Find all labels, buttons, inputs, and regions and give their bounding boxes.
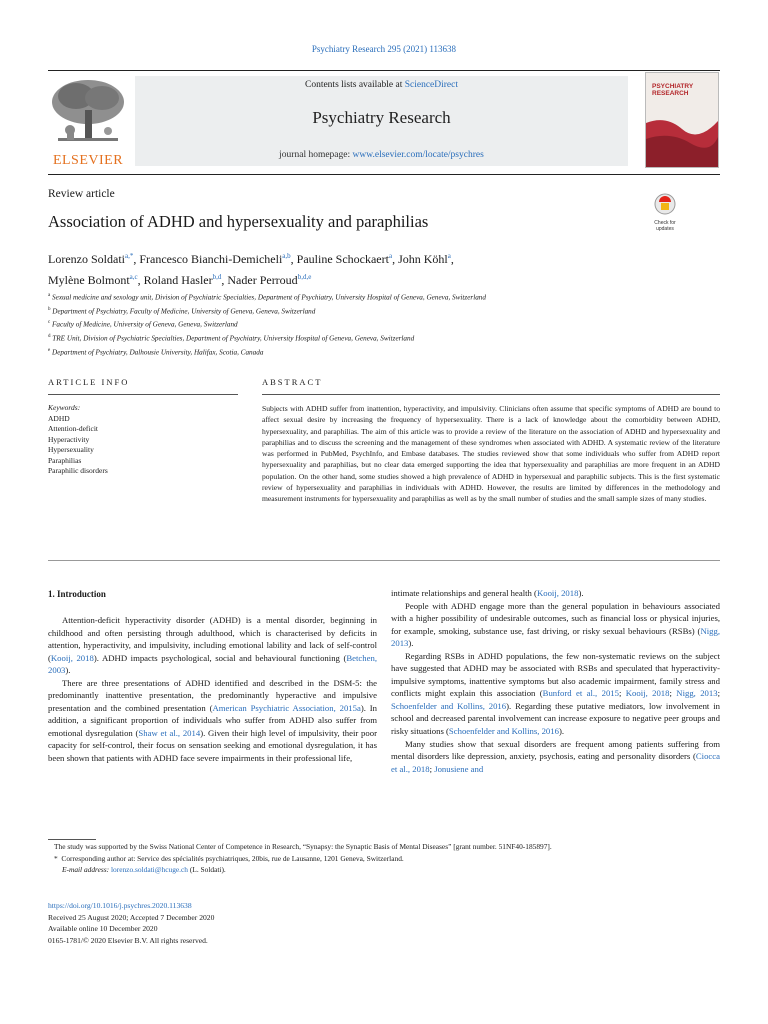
keywords-label: Keywords:	[48, 403, 81, 412]
elsevier-logo	[48, 76, 128, 166]
citation-link[interactable]: Nigg, 2013	[391, 625, 720, 649]
author-list: Lorenzo Soldati$^{a,*}$, Francesco Bianchi-Demicheli$^{a,b}$, Pauline Schockaert$^a$, John Köhl$^a$, Mylène Bolmont$^{a,c}$, Roland Hasler$^{b,d}$, Nader Perroud$^{b,d,e}$	[48, 252, 454, 287]
body-paragraph: Regarding RSBs in ADHD populations, the few non-systematic reviews on the subject have suggested that ADHD may be associated with RSBs and speculated that hyperactivity-impulsive symptoms, inattentive symptoms but also academic impairment, family stress and conflicts might explain this association (Bunford et al., 2015; Kooij, 2018; Nigg, 2013; Schoenfelder and Kollins, 2016). Regarding these putative mediators, low involvement in school and decreased parental involvement can increase exposure to negative peer groups and risky situations (Schoenfelder and Kollins, 2016).	[391, 650, 721, 737]
citation-link[interactable]: Ciocca et al., 2018	[391, 751, 720, 774]
body-paragraph: There are three presentations of ADHD identified and described in the DSM-5: the predominantly inattentive presentation, the predominantly hyperactive and impulsive presentation and the combined presentation (American Psychiatric Association, 2015a). In addition, a significant proportion of individuals who suffer from ADHD also suffer from emotional dysregulation (Shaw et al., 2014). Given their high level of impulsivity, their poor capacity for self-control, their focus on sensation seeking and emotional dysregulation, it has been shown that patients with ADHD face severe impairments in their professional life,	[48, 677, 377, 764]
citation-link[interactable]: Schoenfelder and Kollins, 2016	[448, 726, 559, 737]
body-paragraph: intimate relationships and general health (Kooij, 2018).	[391, 588, 584, 598]
online-date: Available online 10 December 2020	[48, 924, 158, 933]
email-note: E-mail address: lorenzo.soldati@hcuge.ch (L. Soldati).	[62, 865, 226, 874]
journal-banner	[135, 76, 628, 166]
author-affil-mark[interactable]: a,*	[124, 252, 134, 260]
author-name[interactable]: Roland Hasler	[143, 273, 213, 287]
publisher-name: ELSEVIER	[52, 153, 124, 168]
elsevier-tree-icon	[48, 76, 128, 148]
abstract-heading: ABSTRACT	[262, 377, 323, 387]
doi-link[interactable]: https://doi.org/10.1016/j.psychres.2020.113638	[48, 901, 192, 910]
author-name[interactable]: Mylène Bolmont	[48, 273, 130, 287]
author-affil-mark[interactable]: a	[388, 252, 393, 260]
citation-link[interactable]: Nigg, 2013	[676, 688, 718, 699]
keyword-item[interactable]: Hyperactivity	[48, 434, 90, 444]
citation-link[interactable]: Bunford et al., 2015	[542, 688, 619, 699]
affiliation-item: $^c$ Faculty of Medicine, University of Geneva, Geneva, Switzerland	[48, 320, 238, 329]
cover-art-icon	[646, 73, 718, 167]
keyword-item[interactable]: ADHD	[48, 413, 70, 423]
article-type: Review article	[48, 188, 115, 200]
article-title: Association of ADHD and hypersexuality and paraphilias	[48, 212, 429, 231]
info-rule	[48, 394, 238, 395]
author-affil-mark[interactable]: b,d	[212, 273, 222, 281]
journal-cover-thumbnail[interactable]	[645, 72, 719, 168]
citation-link[interactable]: Kooij, 2018	[625, 688, 670, 699]
abstract-rule	[262, 394, 720, 395]
journal-reference[interactable]: Psychiatry Research 295 (2021) 113638	[311, 44, 457, 54]
author-name[interactable]: Francesco Bianchi-Demicheli	[139, 252, 283, 266]
affiliation-item: $^a$ Sexual medicine and sexology unit, Division of Psychiatric Specialties, Department of Psychiatry, University Hospital of Geneva, Geneva, Switzerland	[48, 293, 486, 302]
body-column-left	[48, 614, 377, 765]
citation-link[interactable]: Schoenfelder and Kollins, 2016	[391, 700, 507, 711]
funding-note: The study was supported by the Swiss National Center of Competence in Research, “Synapsy: the Synaptic Basis of Mental Diseases” [grant number. 51NF40-185897].	[54, 842, 552, 851]
footnote-rule	[48, 839, 96, 840]
abstract-bottom-rule	[48, 560, 720, 561]
keyword-item[interactable]: Hypersexuality	[48, 445, 94, 454]
author-name[interactable]: John Köhl	[398, 252, 448, 266]
copyright-line: 0165-1781/© 2020 Elsevier B.V. All rights reserved.	[48, 935, 208, 945]
body-paragraph: Many studies show that sexual disorders are frequent among patients suffering from mental disorders like depression, anxiety, psychosis, eating and personality disorders (Ciocca et al., 2018; Jonusiene and	[391, 738, 720, 774]
citation-link[interactable]: American Psychiatric Association, 2015a	[212, 702, 361, 713]
check-updates-label: Check for updates	[654, 220, 676, 232]
citation-link[interactable]: Kooij, 2018	[50, 652, 94, 663]
header-rule-top	[48, 70, 720, 71]
section-heading-introduction: 1. Introduction	[48, 589, 106, 599]
body-paragraph: People with ADHD engage more than the general population in behaviours associated with a higher possibility of undesirable outcomes, such as financial loss or physical injuries, for example, smoking, substance use, fast driving, or risky sexual behaviours (RSBs) (Nigg, 2013).	[391, 600, 720, 649]
affiliation-item: $^b$ Department of Psychiatry, Faculty of Medicine, University of Geneva, Geneva, Switzerland	[48, 306, 316, 316]
article-info-heading: ARTICLE INFO	[48, 377, 130, 387]
author-name[interactable]: Lorenzo Soldati	[48, 252, 125, 266]
received-dates: Received 25 August 2020; Accepted 7 December 2020	[48, 912, 215, 922]
footnotes	[48, 841, 720, 876]
sciencedirect-link[interactable]: ScienceDirect	[404, 80, 458, 90]
author-affil-mark[interactable]: b,d,e	[297, 273, 312, 281]
homepage-link[interactable]: www.elsevier.com/locate/psychres	[352, 150, 484, 160]
citation-link[interactable]: Shaw et al., 2014	[138, 727, 201, 738]
citation-link[interactable]: Kooij, 2018	[536, 588, 579, 598]
abstract-text: Subjects with ADHD suffer from inattention, hyperactivity, and impulsivity. Clinicians often assume that specific symptoms of ADHD are bound to affect sexual desire by increasing the frequency of hypersexuality. There is a lack of knowledge about the comorbidity between ADHD, hypersexuality, and paraphilias. The aim of this article was to provide a review of the literature on the association of ADHD and hypersexuality and paraphilias and to discuss the screening and the management of these syndromes when associated with ADHD. A systematic review of the literature was performed in PubMed, PsychInfo, and Embase databases. The studies reviewed show that some individuals who suffer from ADHD report hypersexuality and paraphilias, but no clear data emerged supporting the idea that hypersexuality and paraphilias are more frequent in an ADHD population. On the other hand, some studies showed a high prevalence of ADHD in hypersexual and paraphilic subjects. This is the first systematic review of hypersexuality and paraphilias in individuals with ADHD. However, the results are limited by differences in the methodology and measurement instruments for hypersexuality and paraphilias as well as by the small number of studies and the small sample sizes of many studies.	[262, 404, 720, 504]
homepage-line: journal homepage: www.elsevier.com/locate/psychres	[279, 150, 484, 160]
author-affil-mark[interactable]: a,c	[129, 273, 138, 281]
author-name[interactable]: Nader Perroud	[227, 273, 298, 287]
email-link[interactable]: lorenzo.soldati@hcuge.ch	[111, 865, 188, 874]
check-updates-icon	[654, 193, 676, 215]
author-affil-mark[interactable]: a,b	[282, 252, 291, 260]
bibliographic-info	[48, 900, 720, 946]
affiliation-item: $^e$ Department of Psychiatry, Dalhousie University, Halifax, Scotia, Canada	[48, 347, 264, 357]
keyword-item[interactable]: Paraphilias	[48, 455, 82, 465]
contents-line: Contents lists available at ScienceDirect	[304, 80, 458, 90]
citation-link[interactable]: Betchen, 2003	[48, 652, 377, 676]
corresponding-note: * Corresponding author at: Service des spécialités psychiatriques, 20bis, rue de Lausanne, 1201 Geneva, Switzerland.	[54, 853, 404, 863]
check-for-updates-badge[interactable]	[646, 193, 684, 232]
keywords-block	[48, 403, 238, 477]
keyword-item[interactable]: Attention-deficit	[48, 424, 98, 433]
affiliation-item: $^d$ TRE Unit, Division of Psychiatric Specialties, Department of Psychiatry, University Hospital of Geneva, Geneva, Switzerland	[48, 334, 415, 343]
keyword-item[interactable]: Paraphilic disorders	[48, 466, 108, 475]
cover-title: PSYCHIATRY RESEARCH	[652, 83, 694, 97]
author-affil-mark[interactable]: a	[447, 252, 451, 260]
journal-name: Psychiatry Research	[312, 108, 451, 127]
header-rule-bottom	[48, 174, 720, 175]
author-name[interactable]: Pauline Schockaert	[296, 252, 389, 266]
citation-link[interactable]: Jonusiene and	[434, 763, 484, 774]
body-column-right	[391, 587, 720, 775]
body-paragraph: Attention-deficit hyperactivity disorder (ADHD) is a mental disorder, beginning in childhood and often persisting through adulthood, which is characterised by deficits in attention, hyperactivity, and impulsivity, including emotional lability and lack of self-control (Kooij, 2018). ADHD impacts psychological, social and behavioural functioning (Betchen, 2003).	[48, 615, 377, 676]
affiliation-list	[48, 290, 728, 358]
